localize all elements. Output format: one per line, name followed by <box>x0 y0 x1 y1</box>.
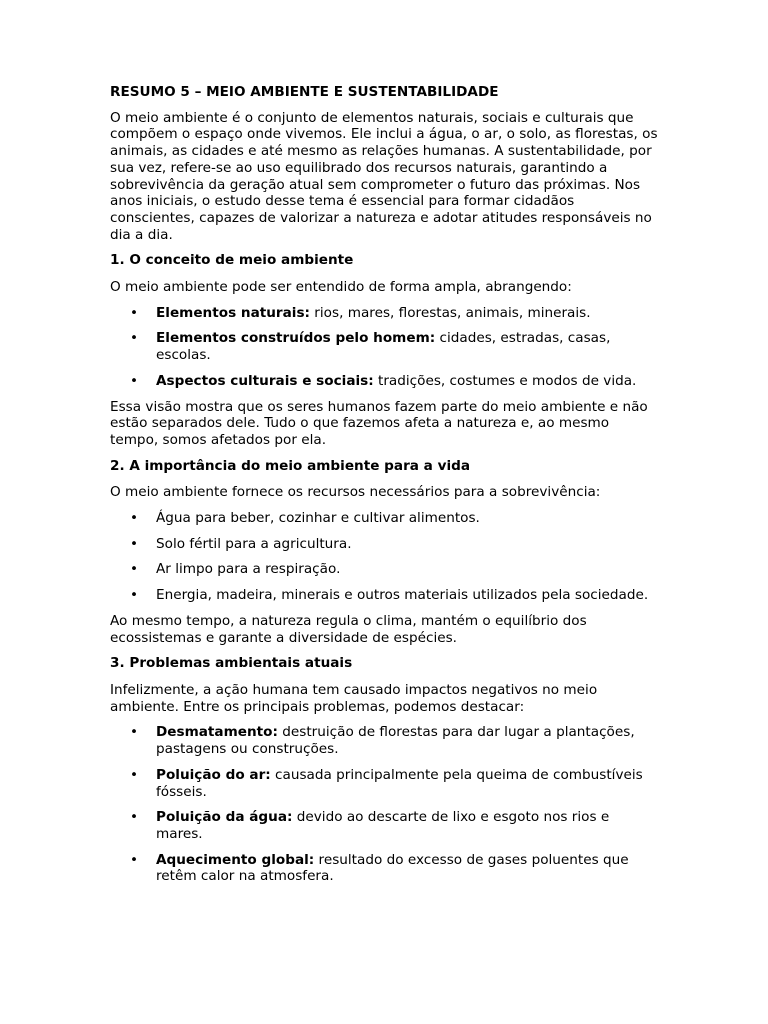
item-term: Elementos construídos pelo homem: <box>156 330 436 347</box>
list-item <box>110 330 658 363</box>
document-title: RESUMO 5 – MEIO AMBIENTE E SUSTENTABILIDADE <box>110 84 499 100</box>
list-item <box>110 536 658 553</box>
list-item <box>110 305 658 322</box>
section-heading: 3. Problemas ambientais atuais <box>110 655 353 672</box>
list-item <box>110 587 658 604</box>
list-item <box>110 809 658 842</box>
section-lead: O meio ambiente fornece os recursos necessários para a sobrevivência: <box>110 484 601 501</box>
list-item <box>110 852 658 885</box>
item-text: Energia, madeira, minerais e outros materiais utilizados pela sociedade. <box>156 587 649 604</box>
item-text: cidades, estradas, casas, escolas. <box>156 330 611 364</box>
item-text: Solo fértil para a agricultura. <box>156 535 352 552</box>
list-item <box>110 373 658 390</box>
item-text: Ar limpo para a respiração. <box>156 561 341 578</box>
item-text: destruição de florestas para dar lugar a plantações, pastagens ou construções. <box>156 724 635 758</box>
item-text: Água para beber, cozinhar e cultivar alimentos. <box>156 510 480 527</box>
section-closing: Essa visão mostra que os seres humanos fazem parte do meio ambiente e não estão separados dele. Tudo o que fazemos afeta a natureza e, ao mesmo tempo, somos afetados por ela. <box>110 398 648 448</box>
section-lead: O meio ambiente pode ser entendido de forma ampla, abrangendo: <box>110 279 572 296</box>
document-body <box>110 84 658 894</box>
intro-paragraph: O meio ambiente é o conjunto de elementos naturais, sociais e culturais que compõem o espaço onde vivemos. Ele inclui a água, o ar, o solo, as florestas, os animais, as cidades e até mesmo as relações humanas. A sustentabilidade, por sua vez, refere-se ao uso equilibrado dos recursos naturais, garantindo a sobrevivência da geração atual sem comprometer o futuro das próximas. Nos anos iniciais, o estudo desse tema é essencial para formar cidadãos conscientes, capazes de valorizar a natureza e adotar atitudes responsáveis no dia a dia. <box>110 109 658 243</box>
item-text: tradições, costumes e modos de vida. <box>373 372 637 389</box>
list-item <box>110 561 658 578</box>
bullet-list <box>110 305 658 390</box>
item-text: rios, mares, florestas, animais, minerais. <box>309 304 591 321</box>
section-lead: Infelizmente, a ação humana tem causado impactos negativos no meio ambiente. Entre os principais problemas, podemos destacar: <box>110 681 598 715</box>
item-term: Elementos naturais: <box>156 304 310 321</box>
list-item <box>110 767 658 800</box>
item-term: Poluição do ar: <box>156 766 271 783</box>
item-text: resultado do excesso de gases poluentes que retêm calor na atmosfera. <box>156 851 629 885</box>
section-closing: Ao mesmo tempo, a natureza regula o clima, mantém o equilíbrio dos ecossistemas e garante a diversidade de espécies. <box>110 612 587 646</box>
item-term: Aspectos culturais e sociais: <box>156 372 374 389</box>
list-item <box>110 724 658 757</box>
list-item <box>110 510 658 527</box>
bullet-list <box>110 510 658 604</box>
item-term: Poluição da água: <box>156 809 293 826</box>
section-heading: 1. O conceito de meio ambiente <box>110 252 354 269</box>
section-heading: 2. A importância do meio ambiente para a vida <box>110 457 471 474</box>
bullet-list <box>110 724 658 885</box>
item-text: devido ao descarte de lixo e esgoto nos rios e mares. <box>156 809 610 842</box>
item-term: Aquecimento global: <box>156 851 315 868</box>
item-term: Desmatamento: <box>156 724 278 741</box>
item-text: causada principalmente pela queima de combustíveis fósseis. <box>156 766 643 800</box>
